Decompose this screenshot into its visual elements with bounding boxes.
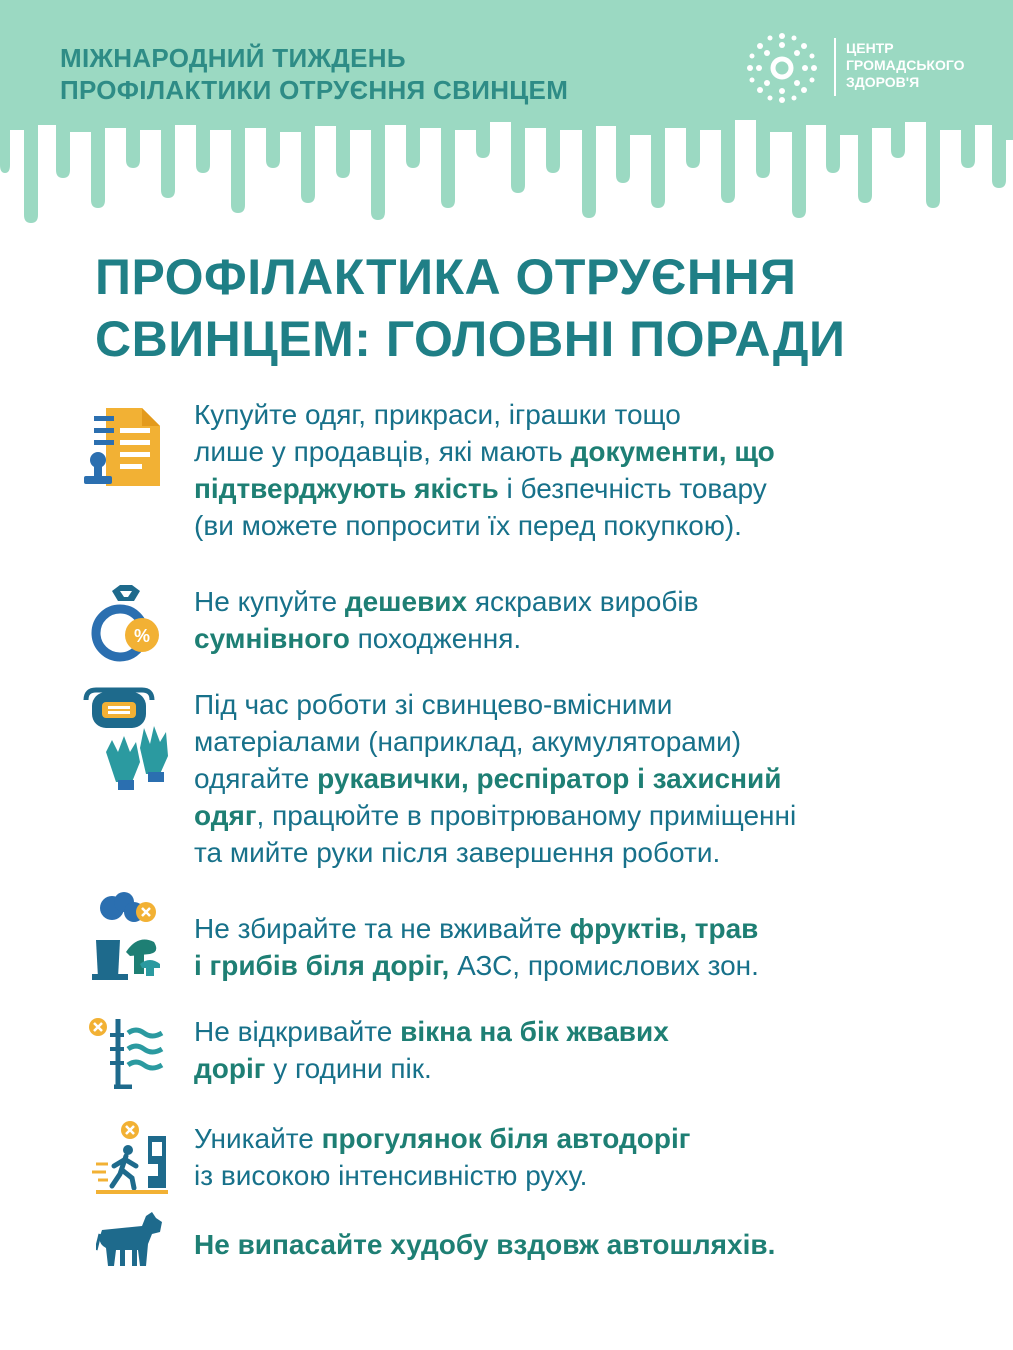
tip-line: одягайте рукавички, респіратор і захисний	[194, 763, 782, 794]
tip-line: одяг, працюйте в провітрюваному приміщенні	[194, 800, 797, 831]
tip-line: Уникайте прогулянок біля автодоріг	[194, 1123, 691, 1154]
tip-line: Не купуйте дешевих яскравих виробів	[194, 586, 699, 617]
page-title-line2: СВИНЦЕМ: ГОЛОВНІ ПОРАДИ	[95, 311, 846, 367]
tip-line: сумнівного походження.	[194, 623, 522, 654]
tip-line: та мийте руки після завершення роботи.	[194, 837, 721, 868]
logo-line2: ГРОМАДСЬКОГО	[846, 57, 965, 73]
tip-text	[194, 396, 775, 544]
pedestrian-car-icon	[92, 1120, 172, 1196]
tip-text	[194, 1226, 775, 1263]
event-title-line2: ПРОФІЛАКТИКИ ОТРУЄННЯ СВИНЦЕМ	[60, 75, 569, 105]
logo-divider	[834, 38, 836, 96]
tip-line: Під час роботи зі свинцево-вмісними	[194, 689, 673, 720]
respirator-gloves-icon	[82, 686, 174, 796]
factory-mushroom-icon	[90, 890, 170, 982]
tip-text	[194, 1120, 690, 1194]
tip-line: лише у продавців, які мають документи, що	[194, 436, 775, 467]
event-title	[60, 42, 568, 106]
svg-text:%: %	[133, 626, 151, 646]
logo-text	[846, 40, 965, 91]
page-title	[95, 246, 845, 370]
tip-line: Не випасайте худобу вздовж автошляхів.	[194, 1229, 776, 1260]
tip-text	[194, 583, 699, 657]
tip-line: доріг у години пік.	[194, 1053, 432, 1084]
logo-line1: ЦЕНТР	[846, 40, 894, 56]
event-title-line1: МІЖНАРОДНИЙ ТИЖДЕНЬ	[60, 43, 406, 73]
tip-line: Не збирайте та не вживайте фруктів, трав	[194, 913, 759, 944]
tip-text	[194, 686, 796, 871]
header-banner	[0, 0, 1013, 230]
logo-line3: ЗДОРОВ'Я	[846, 74, 920, 90]
tip-line: Купуйте одяг, прикраси, іграшки тощо	[194, 399, 681, 430]
tip-text	[194, 910, 759, 984]
page-title-line1: ПРОФІЛАКТИКА ОТРУЄННЯ	[95, 249, 797, 305]
tip-line: і грибів біля доріг, АЗС, промислових зон.	[194, 950, 759, 981]
tip-line: підтверджують якість і безпечність товару	[194, 473, 767, 504]
tip-line: (ви можете попросити їх перед покупкою).	[194, 510, 742, 541]
tip-text	[194, 1013, 669, 1087]
ring-discount-icon	[80, 583, 170, 663]
window-air-icon	[88, 1017, 168, 1089]
tip-line: із високою інтенсивністю руху.	[194, 1160, 588, 1191]
logo-dots-icon	[742, 30, 822, 106]
tip-line: матеріалами (наприклад, акумуляторами)	[194, 726, 742, 757]
tip-line: Не відкривайте вікна на бік жвавих	[194, 1016, 669, 1047]
cow-icon	[96, 1210, 166, 1270]
public-health-center-logo	[742, 30, 972, 106]
document-stamp-icon	[80, 406, 170, 490]
